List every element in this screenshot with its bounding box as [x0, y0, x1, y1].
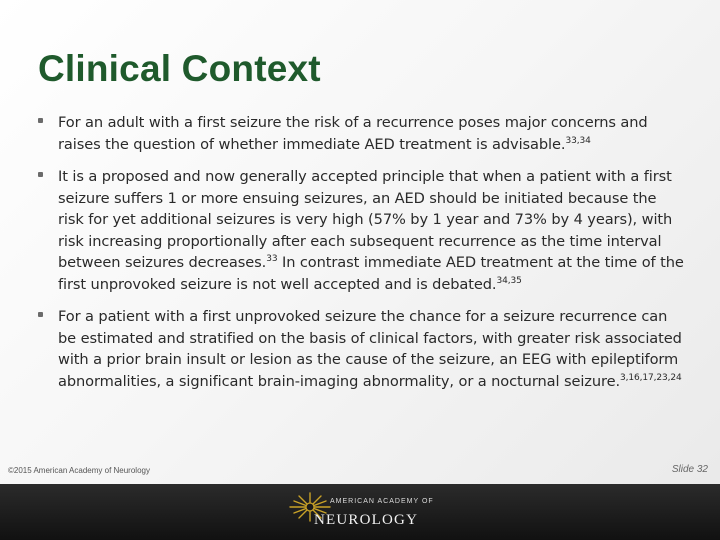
bullet-text: For a patient with a first unprovoked seizure the chance for a seizure recurrence can be estimated and stratified on the basis of clinical factors, with greater risk associated with a prior brain insult or lesion as the cause of the seizure, an EEG with epileptiform abnormalities, a significant brain-imaging abnormality, or a nocturnal seizure.$^{3,16,17,23,24}$	[58, 308, 682, 390]
aan-logo	[288, 492, 438, 536]
copyright-notice: ©2015 American Academy of Neurology	[8, 466, 150, 475]
bullet-list	[38, 112, 686, 403]
logo-line-2: NEUROLOGY	[314, 512, 419, 528]
bullet-icon	[38, 172, 43, 177]
bullet-text: For an adult with a first seizure the risk of a recurrence poses major concerns and raises the question of whether immediate AED treatment is advisable.$^{33,34}$	[58, 114, 648, 153]
slide-title: Clinical Context	[38, 48, 321, 89]
slide-number: Slide 32	[671, 464, 708, 475]
bullet-text: It is a proposed and now generally accepted principle that when a patient with a first seizure suffers 1 or more ensuing seizures, an AED should be initiated because the risk for yet additional seizures is very high (57% by 1 year and 73% by 4 years), with risk increasing proportionally after each subsequent recurrence as the time interval between seizures decreases.$^{33}$ In contrast immediate AED treatment at the time of the first unprovoked seizure is not well accepted and is debated.$^{34,35}$	[58, 168, 684, 293]
citation: 3,16,17,23,24	[620, 372, 682, 383]
bullet-item	[38, 306, 686, 392]
bullet-icon	[38, 312, 43, 317]
bullet-item	[38, 166, 686, 295]
bullet-item	[38, 112, 686, 155]
citation: 34,35	[496, 275, 522, 286]
citation: 33,34	[565, 135, 591, 146]
bullet-icon	[38, 118, 43, 123]
citation: 33	[266, 254, 278, 264]
logo-line-1: AMERICAN ACADEMY OF	[330, 498, 434, 505]
